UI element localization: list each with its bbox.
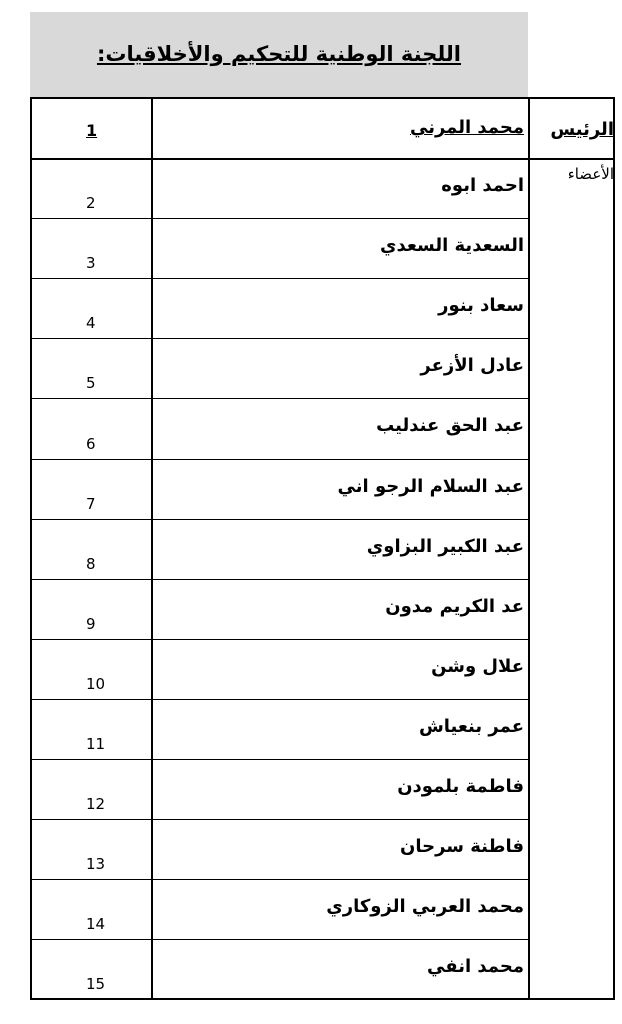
row-number: 3 <box>86 254 96 273</box>
role-president: الرئيس <box>550 119 614 140</box>
row-divider <box>32 459 528 460</box>
row-number: 9 <box>86 614 96 633</box>
row-number: 15 <box>86 975 106 994</box>
row-number: 11 <box>86 735 106 753</box>
row-divider <box>32 639 528 640</box>
member-name: عمر بنعياش <box>418 715 524 737</box>
member-name: فاطنة سرحان <box>399 836 524 858</box>
row-divider <box>32 759 528 760</box>
committee-title: اللجنة الوطنية للتحكيم والأخلاقيات: <box>96 42 462 66</box>
row-number: 6 <box>86 434 96 453</box>
title-header <box>30 12 528 97</box>
column-divider-number <box>151 99 153 998</box>
member-name: محمد انفي <box>427 956 524 978</box>
row-number: 14 <box>86 915 106 934</box>
row-number: 4 <box>86 314 96 333</box>
row-number: 5 <box>86 374 96 393</box>
member-name: عبد الحق عندليب <box>376 415 524 437</box>
member-name: عادل الأزعر <box>420 355 524 377</box>
row-number: 10 <box>86 674 106 693</box>
member-name: عبد السلام الرجو اني <box>337 475 524 497</box>
row-divider <box>32 699 528 700</box>
row-number: 1 <box>86 121 98 140</box>
row-divider <box>32 519 528 520</box>
member-name: فاطمة بلمودن <box>397 776 524 797</box>
row-divider <box>32 278 528 279</box>
row-divider <box>32 579 528 580</box>
row-divider <box>32 819 528 820</box>
row-number: 13 <box>86 855 106 874</box>
role-members: الأعضاء <box>567 165 614 183</box>
column-divider-role <box>528 99 530 998</box>
row-number: 2 <box>86 194 96 213</box>
row-divider <box>32 939 528 940</box>
row-number: 8 <box>86 554 96 573</box>
row-divider <box>32 338 528 339</box>
member-name: محمد المرني <box>409 117 524 138</box>
row-number: 7 <box>86 494 96 513</box>
row-divider <box>32 879 528 880</box>
member-name: محمد العربي الزوكاري <box>326 896 524 918</box>
members-table <box>30 97 615 1000</box>
member-name: احمد ابوه <box>441 175 524 196</box>
row-divider <box>32 218 528 219</box>
member-name: عبد الكبير البزاوي <box>366 535 524 557</box>
row-divider <box>32 398 528 399</box>
member-name: سعاد بنور <box>438 295 524 317</box>
row-number: 12 <box>86 795 106 814</box>
row-divider <box>32 158 613 160</box>
member-name: علال وشن <box>431 655 524 677</box>
member-name: عد الكريم مدون <box>385 595 524 617</box>
member-name: السعدية السعدي <box>379 235 524 257</box>
